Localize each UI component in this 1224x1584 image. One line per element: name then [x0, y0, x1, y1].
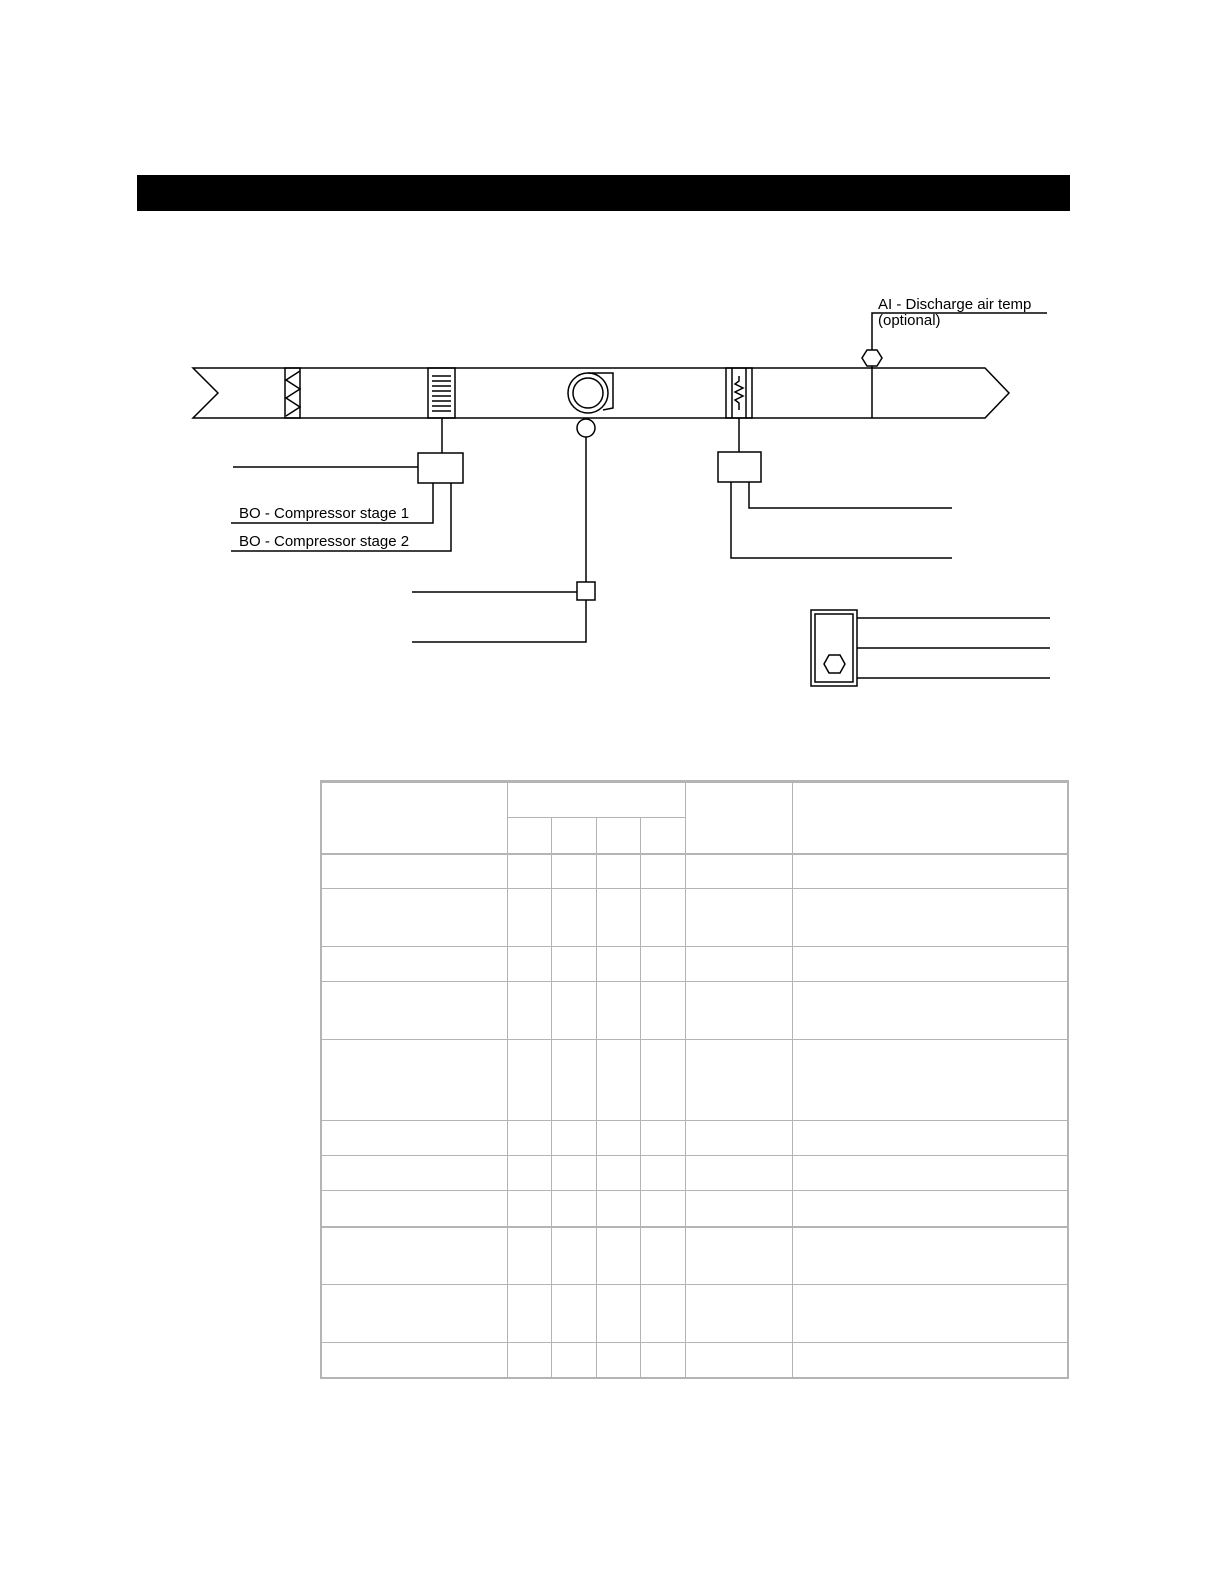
- table-cell: [596, 889, 640, 947]
- heater-control-box: [718, 418, 952, 558]
- table-cell: [640, 1121, 685, 1156]
- table-row: [321, 947, 1068, 982]
- table-cell: [685, 1156, 792, 1191]
- table-row: [321, 1285, 1068, 1343]
- table-row: [321, 1227, 1068, 1285]
- filter-icon: [285, 368, 300, 418]
- fan-starter-box: [412, 437, 595, 642]
- table-row: [321, 854, 1068, 889]
- table-cell: [792, 982, 1068, 1040]
- table-header-cell: [640, 818, 685, 854]
- table-cell: [792, 1191, 1068, 1227]
- table-header-cell: [792, 782, 1068, 854]
- table-cell: [640, 854, 685, 889]
- table-cell: [551, 1156, 596, 1191]
- table-cell: [551, 889, 596, 947]
- duct-outline: [193, 368, 1009, 418]
- table-cell: [792, 1227, 1068, 1285]
- table-row: [321, 1343, 1068, 1378]
- table-cell: [685, 1285, 792, 1343]
- table-cell: [792, 1040, 1068, 1121]
- table-cell: [507, 1156, 551, 1191]
- table-cell: [596, 1343, 640, 1378]
- table-cell: [640, 947, 685, 982]
- table-cell: [551, 1343, 596, 1378]
- table-cell: [507, 1191, 551, 1227]
- table-cell: [596, 1285, 640, 1343]
- table-cell: [685, 889, 792, 947]
- electric-heater-icon: [726, 368, 752, 418]
- table-cell: [507, 1040, 551, 1121]
- table-cell: [640, 1191, 685, 1227]
- air-handler-schematic: [0, 0, 1224, 760]
- table-cell: [640, 982, 685, 1040]
- table-cell: [507, 947, 551, 982]
- table-row: [321, 982, 1068, 1040]
- table-header-cell: [596, 818, 640, 854]
- table-cell: [551, 982, 596, 1040]
- table-cell: [792, 1285, 1068, 1343]
- table-row: [321, 1156, 1068, 1191]
- table-row: [321, 1040, 1068, 1121]
- table-cell: [685, 854, 792, 889]
- table-cell: [321, 1343, 507, 1378]
- table-header-cell: [685, 782, 792, 854]
- table-header-cell: [551, 818, 596, 854]
- table-cell: [685, 1227, 792, 1285]
- table-cell: [551, 1040, 596, 1121]
- table-cell: [596, 982, 640, 1040]
- compressor-relay-box: [231, 418, 463, 551]
- table-cell: [596, 1227, 640, 1285]
- table-cell: [507, 1121, 551, 1156]
- table-cell: [792, 947, 1068, 982]
- table-cell: [792, 1343, 1068, 1378]
- table-row: [321, 889, 1068, 947]
- table-cell: [321, 1156, 507, 1191]
- table-cell: [640, 889, 685, 947]
- table-cell: [596, 854, 640, 889]
- table-cell: [507, 1343, 551, 1378]
- table-cell: [551, 1285, 596, 1343]
- table-cell: [321, 889, 507, 947]
- table-cell: [507, 982, 551, 1040]
- table-cell: [321, 854, 507, 889]
- table-cell: [685, 947, 792, 982]
- table-header-cell: [507, 818, 551, 854]
- table-cell: [685, 1040, 792, 1121]
- table-cell: [640, 1040, 685, 1121]
- table-cell: [551, 1227, 596, 1285]
- table-cell: [551, 854, 596, 889]
- table-cell: [321, 1227, 507, 1285]
- table-cell: [792, 854, 1068, 889]
- table-header-row: [321, 782, 1068, 818]
- table-cell: [507, 854, 551, 889]
- table-cell: [507, 1227, 551, 1285]
- supply-fan-icon: [568, 373, 613, 437]
- points-table: [320, 780, 1069, 1379]
- table-cell: [551, 1191, 596, 1227]
- table-cell: [596, 947, 640, 982]
- table-cell: [596, 1121, 640, 1156]
- compressor-stage-1-label: BO - Compressor stage 1: [239, 505, 410, 522]
- table-cell: [507, 889, 551, 947]
- table-cell: [321, 947, 507, 982]
- table-cell: [685, 1121, 792, 1156]
- table-header-cell: [507, 782, 685, 818]
- table-cell: [792, 889, 1068, 947]
- discharge-temp-label: AI - Discharge air temp: [878, 296, 1032, 313]
- table-cell: [792, 1121, 1068, 1156]
- table-cell: [596, 1156, 640, 1191]
- table-cell: [640, 1156, 685, 1191]
- room-sensor-icon: [811, 610, 1050, 686]
- discharge-temp-optional-label: (optional): [878, 312, 941, 329]
- table-cell: [685, 982, 792, 1040]
- table-cell: [321, 1040, 507, 1121]
- table-cell: [596, 1040, 640, 1121]
- table-cell: [321, 1121, 507, 1156]
- table-cell: [507, 1285, 551, 1343]
- table-row: [321, 1121, 1068, 1156]
- cooling-coil-icon: [428, 368, 455, 418]
- table-cell: [551, 947, 596, 982]
- table-cell: [321, 1191, 507, 1227]
- table-header-cell: [321, 782, 507, 854]
- table-cell: [321, 1285, 507, 1343]
- table-cell: [685, 1191, 792, 1227]
- table-cell: [640, 1343, 685, 1378]
- table-row: [321, 1191, 1068, 1227]
- table-cell: [596, 1191, 640, 1227]
- table-cell: [685, 1343, 792, 1378]
- table-cell: [321, 982, 507, 1040]
- table-cell: [640, 1285, 685, 1343]
- table-cell: [792, 1156, 1068, 1191]
- table-cell: [640, 1227, 685, 1285]
- table-cell: [551, 1121, 596, 1156]
- compressor-stage-2-label: BO - Compressor stage 2: [239, 533, 410, 550]
